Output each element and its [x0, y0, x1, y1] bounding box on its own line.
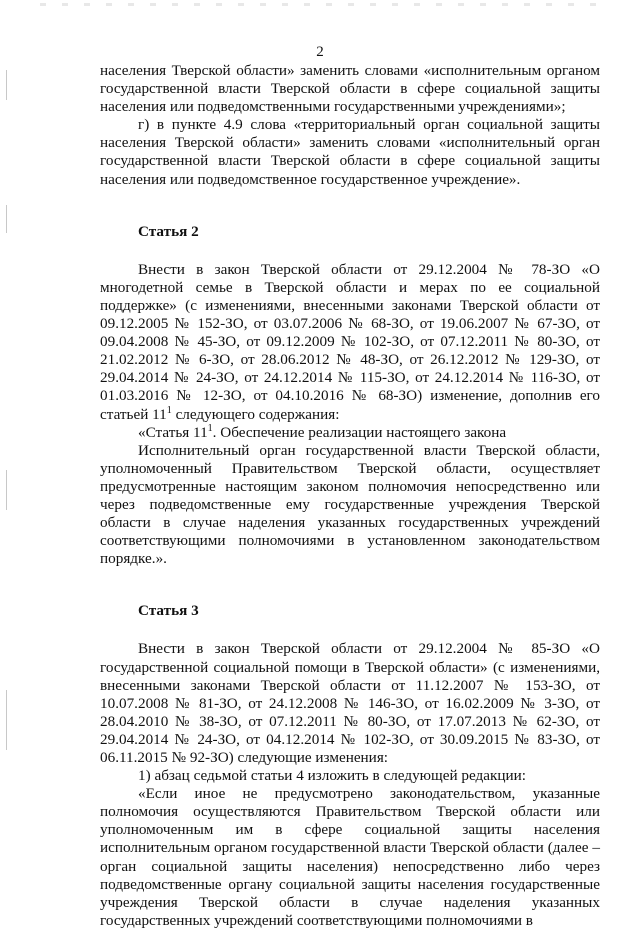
paragraph	[100, 442, 600, 569]
page-number: 2	[316, 44, 324, 60]
article-heading	[100, 602, 600, 620]
paragraph	[100, 424, 600, 442]
paragraph-text: 1) абзац седьмой статьи 4 изложить в следующей редакции:	[138, 767, 526, 785]
paragraph-text: населения Тверской области» заменить словами «исполнительным органом государственной власти Тверской области в сфере социальной защиты населения или подведомственными государственными учреждениями»;	[100, 62, 600, 116]
superscript: 1	[207, 422, 213, 434]
paragraph-text: «Если иное не предусмотрено законодательством, указанные полномочия осуществляются Правительством Тверской области или уполномоченным им в сфере социальной защиты населения исполнительным органом государственной власти Тверской области (далее – орган социальной защиты населения) непосредственно либо через подведомственные органу социальной защиты населения государственные учреждения Тверской области в случае наделения указанных государственных учреждений соответствующими полномочиями в	[100, 785, 600, 929]
paragraph-text: «Статья 11	[138, 423, 208, 441]
article-heading	[100, 223, 600, 241]
paragraph	[100, 767, 600, 785]
spacer	[100, 189, 600, 223]
paragraph-text-tail: . Обеспечение реализации настоящего закона	[212, 423, 507, 441]
paragraph-text: Внести в закон Тверской области от 29.12.2004 № 85-ЗО «О государственной социальной помощи в Тверской области» (с изменениями, внесенными законами Тверской области от 11.12.2007 № 153-ЗО, от 10.07.2008 № 81-ЗО, от 24.12.2008 № 146-ЗО, от 16.02.2009 № 3-ЗО, от 28.04.2010 № 38-ЗО, от 07.12.2011 № 80-ЗО, от 17.07.2013 № 62-ЗО, от 29.04.2014 № 24-ЗО, от 04.12.2014 № 102-ЗО, от 30.09.2015 № 83-ЗО, от 06.11.2015 № 92-ЗО) следующие изменения:	[100, 640, 600, 766]
margin-mark	[6, 690, 7, 750]
spacer	[100, 620, 600, 640]
paragraph-text: Статья 2	[138, 222, 199, 240]
superscript: 1	[166, 404, 172, 416]
paragraph	[100, 62, 600, 116]
margin-mark	[6, 70, 7, 100]
margin-mark	[6, 205, 7, 233]
paragraph	[100, 640, 600, 767]
paragraph	[100, 785, 600, 930]
paragraph-text: г) в пункте 4.9 слова «территориальный орган социальной защиты населения Тверской области» заменить словами «исполнительный орган государственной власти Тверской области в сфере социальной защиты населения или подведомственное государственное учреждение».	[100, 116, 600, 188]
paragraph-text: Исполнительный орган государственной власти Тверской области, уполномоченный Правительством Тверской области, осуществляет предусмотренные настоящим законом полномочия непосредственно или через подведомственные ему государственные учреждения Тверской области в случае наделения указанных государственных учреждений соответствующими полномочиями в установленном законодательством порядке.».	[100, 441, 600, 568]
paragraph	[100, 116, 600, 188]
scan-artifact	[40, 3, 600, 6]
spacer	[100, 241, 600, 261]
spacer	[100, 568, 600, 602]
paragraph-text: Внести в закон Тверской области от 29.12.2004 № 78-ЗО «О многодетной семье в Тверской области и мерах по ее социальной поддержке» (с изменениями, внесенными законами Тверской области от 09.12.2005 № 152-ЗО, от 03.07.2006 № 68-ЗО, от 19.06.2007 № 67-ЗО, от 09.04.2008 № 45-ЗО, от 09.12.2009 № 102-ЗО, от 07.12.2011 № 80-ЗО, от 21.02.2012 № 6-ЗО, от 28.06.2012 № 48-ЗО, от 26.12.2012 № 129-ЗО, от 29.04.2014 № 24-ЗО, от 24.12.2014 № 115-ЗО, от 24.12.2014 № 116-ЗО, от 01.03.2016 № 12-ЗО, от 04.10.2016 № 68-ЗО) изменение, дополнив его статьей 11	[100, 260, 600, 423]
paragraph	[100, 261, 600, 424]
paragraph-text: Статья 3	[138, 602, 199, 620]
margin-mark	[6, 470, 7, 510]
document-body	[100, 62, 600, 930]
paragraph-text-tail: следующего содержания:	[171, 405, 340, 423]
